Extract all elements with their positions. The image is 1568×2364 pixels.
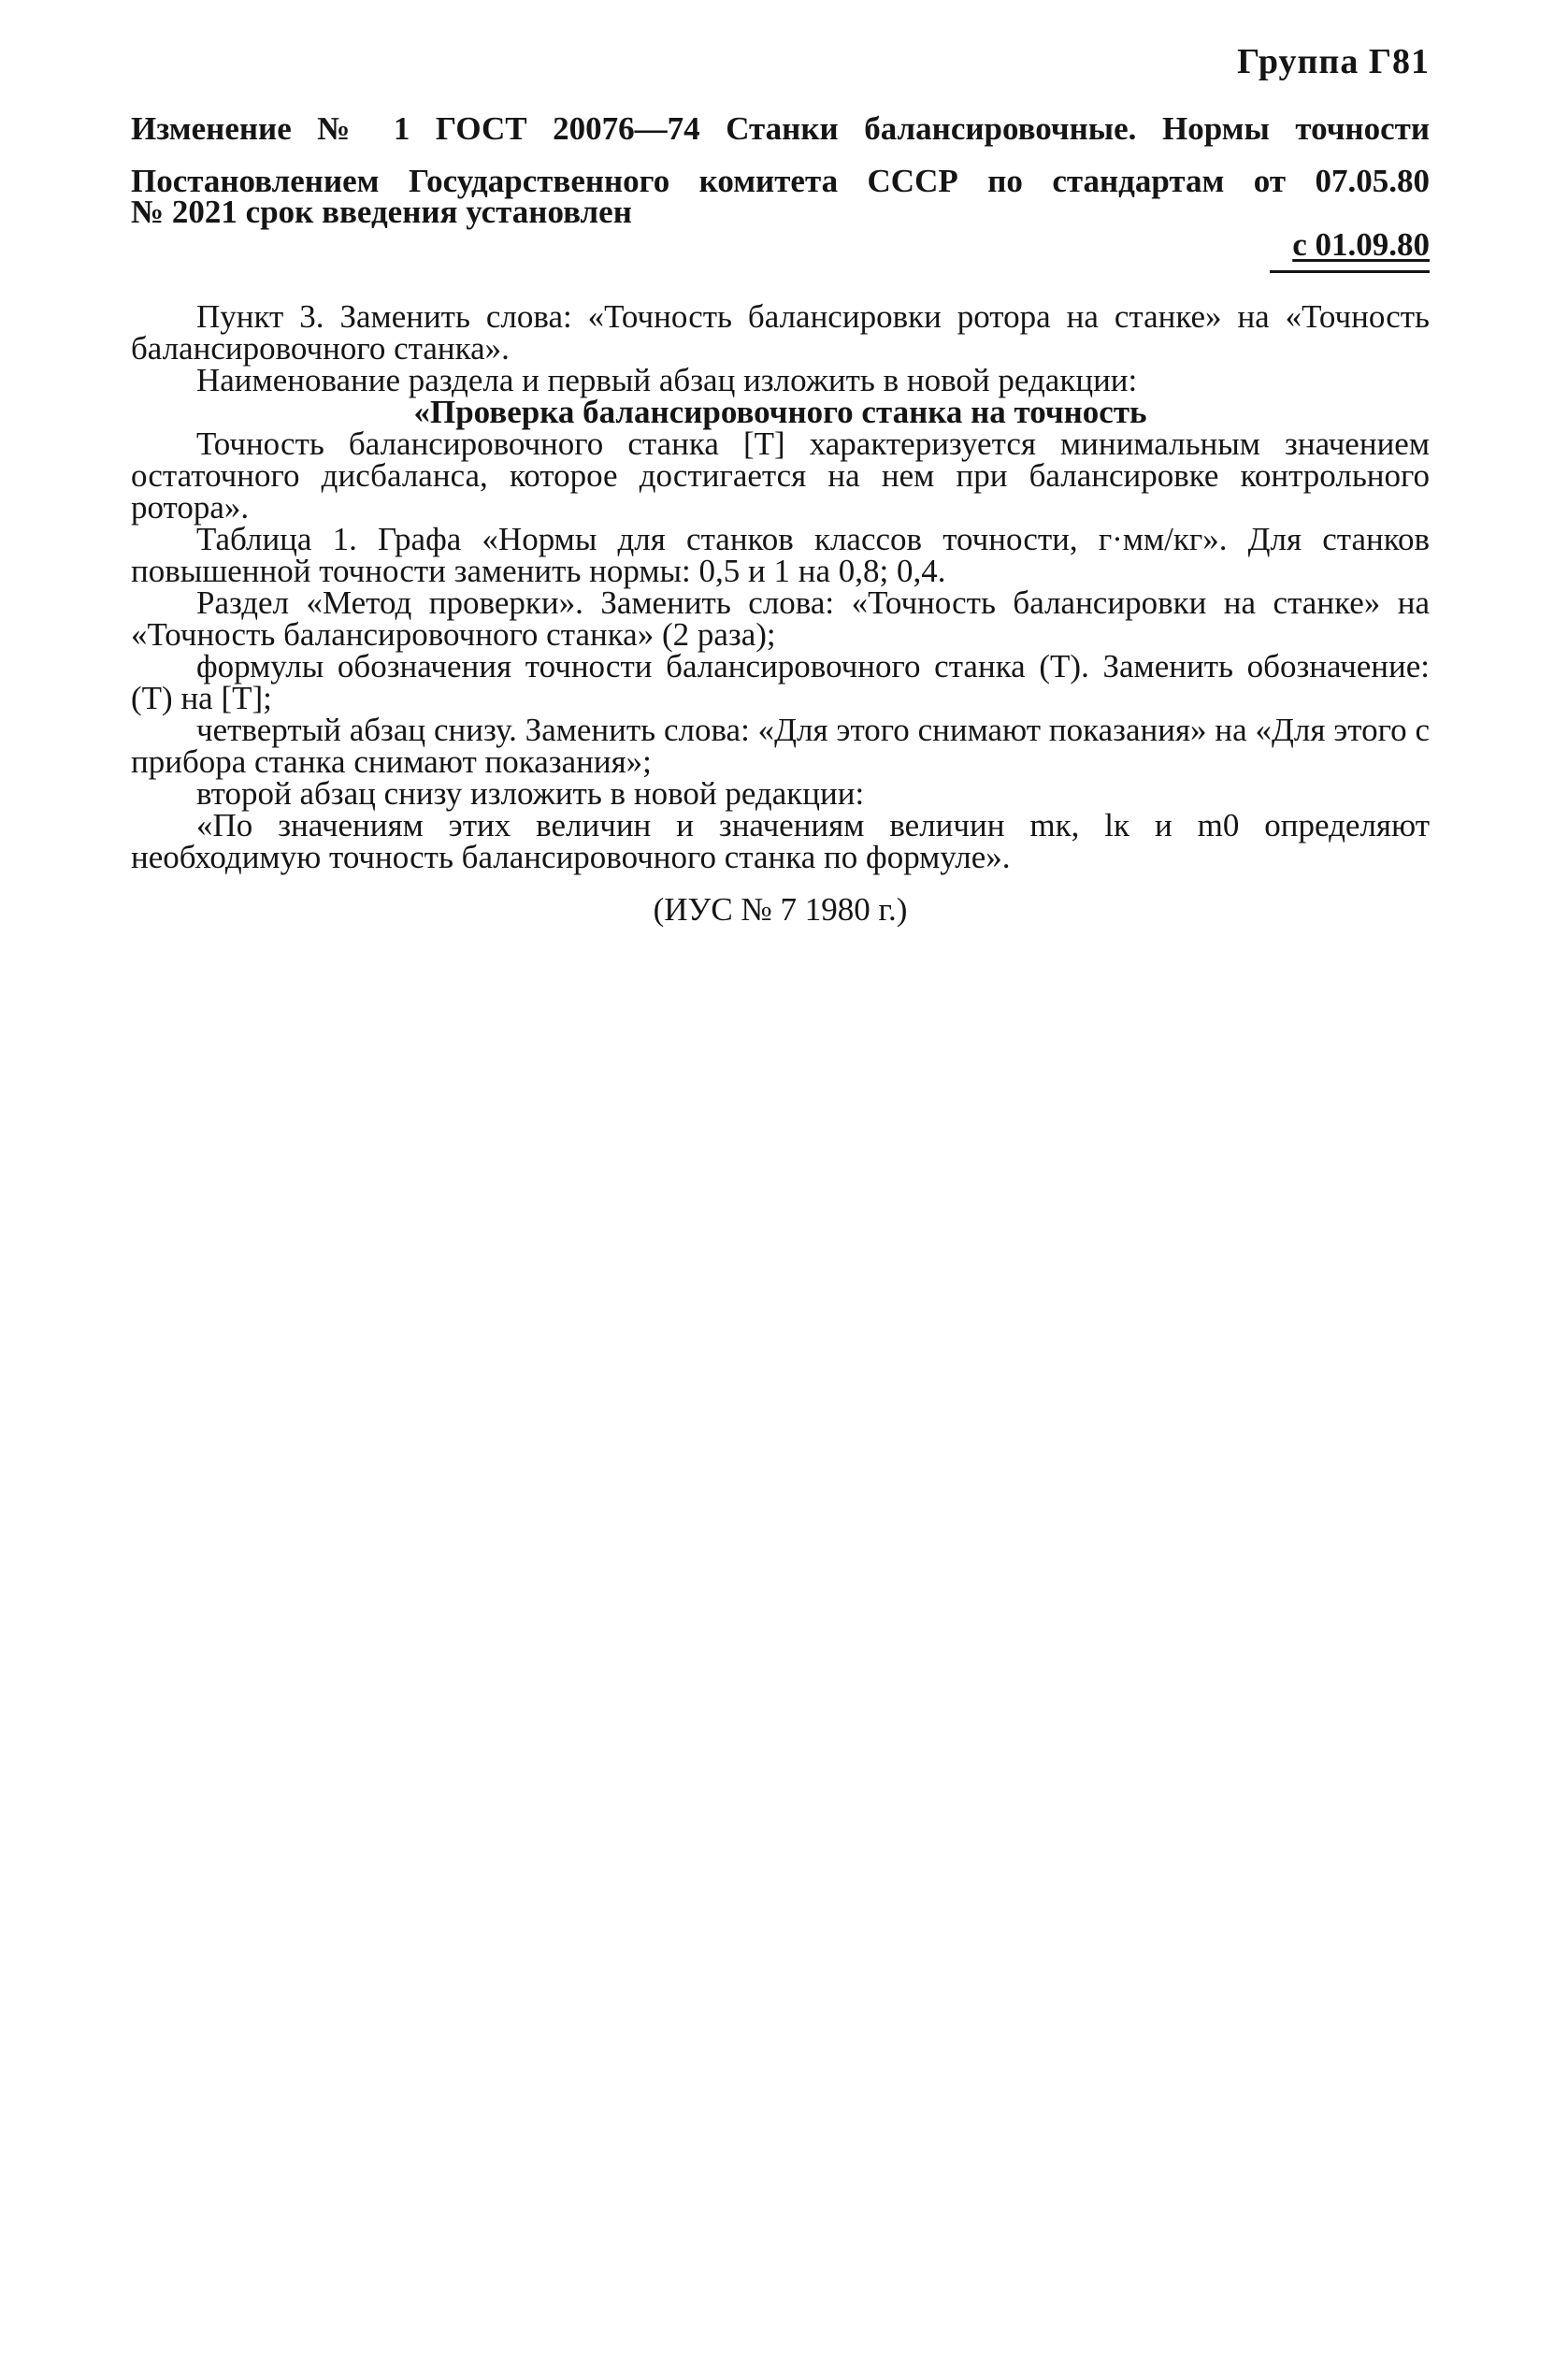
effective-date-rule [1270,270,1430,273]
effective-date: с 01.09.80 [1292,226,1430,263]
section-heading: «Проверка балансировочного станка на точность [413,394,1147,430]
paragraph-formula-notation: формулы обозначения точности балансировочного станка (Т). Заменить обозначение: (Т) на [Т]; [131,648,1430,716]
amendment-title: Изменение № 1 ГОСТ 20076—74 Станки балансировочные. Нормы точности [131,110,1430,147]
paragraph-clause-3: Пункт 3. Заменить слова: «Точность балансировки ротора на станке» на «Точность балансировочного станка». [131,298,1430,367]
paragraph-new-wording: «По значениям этих величин и значениям величин mк, lк и m0 определяют необходимую точность балансировочного станка по формуле». [131,807,1430,875]
resolution-number-line: № 2021 срок введения установлен [131,194,632,230]
group-code: Группа Г81 [1237,42,1430,81]
paragraph-fourth-from-bottom: четвертый абзац снизу. Заменить слова: «Для этого снимают показания» на «Для этого с прибора станка снимают показания»; [131,712,1430,780]
paragraph-accuracy-definition: Точность балансировочного станка [Т] характеризуется минимальным значением остаточного дисбаланса, которое достигается на нем при балансировке контрольного ротора». [131,425,1430,526]
resolution-line: Постановлением Государственного комитета СССР по стандартам от 07.05.80 [131,163,1430,199]
paragraph-section-name: Наименование раздела и первый абзац изложить в новой редакции: [196,362,1138,398]
amendment-body [131,298,1430,928]
paragraph-second-from-bottom: второй абзац снизу изложить в новой редакции: [196,775,865,812]
source-reference: (ИУС № 7 1980 г.) [653,891,908,928]
paragraph-test-method: Раздел «Метод проверки». Заменить слова: «Точность балансировки на станке» на «Точность балансировочного станка» (2 раза); [131,584,1430,653]
paragraph-table-1: Таблица 1. Графа «Нормы для станков классов точности, г·мм/кг». Для станков повышенной точности заменить нормы: 0,5 и 1 на 0,8; 0,4. [131,521,1430,589]
